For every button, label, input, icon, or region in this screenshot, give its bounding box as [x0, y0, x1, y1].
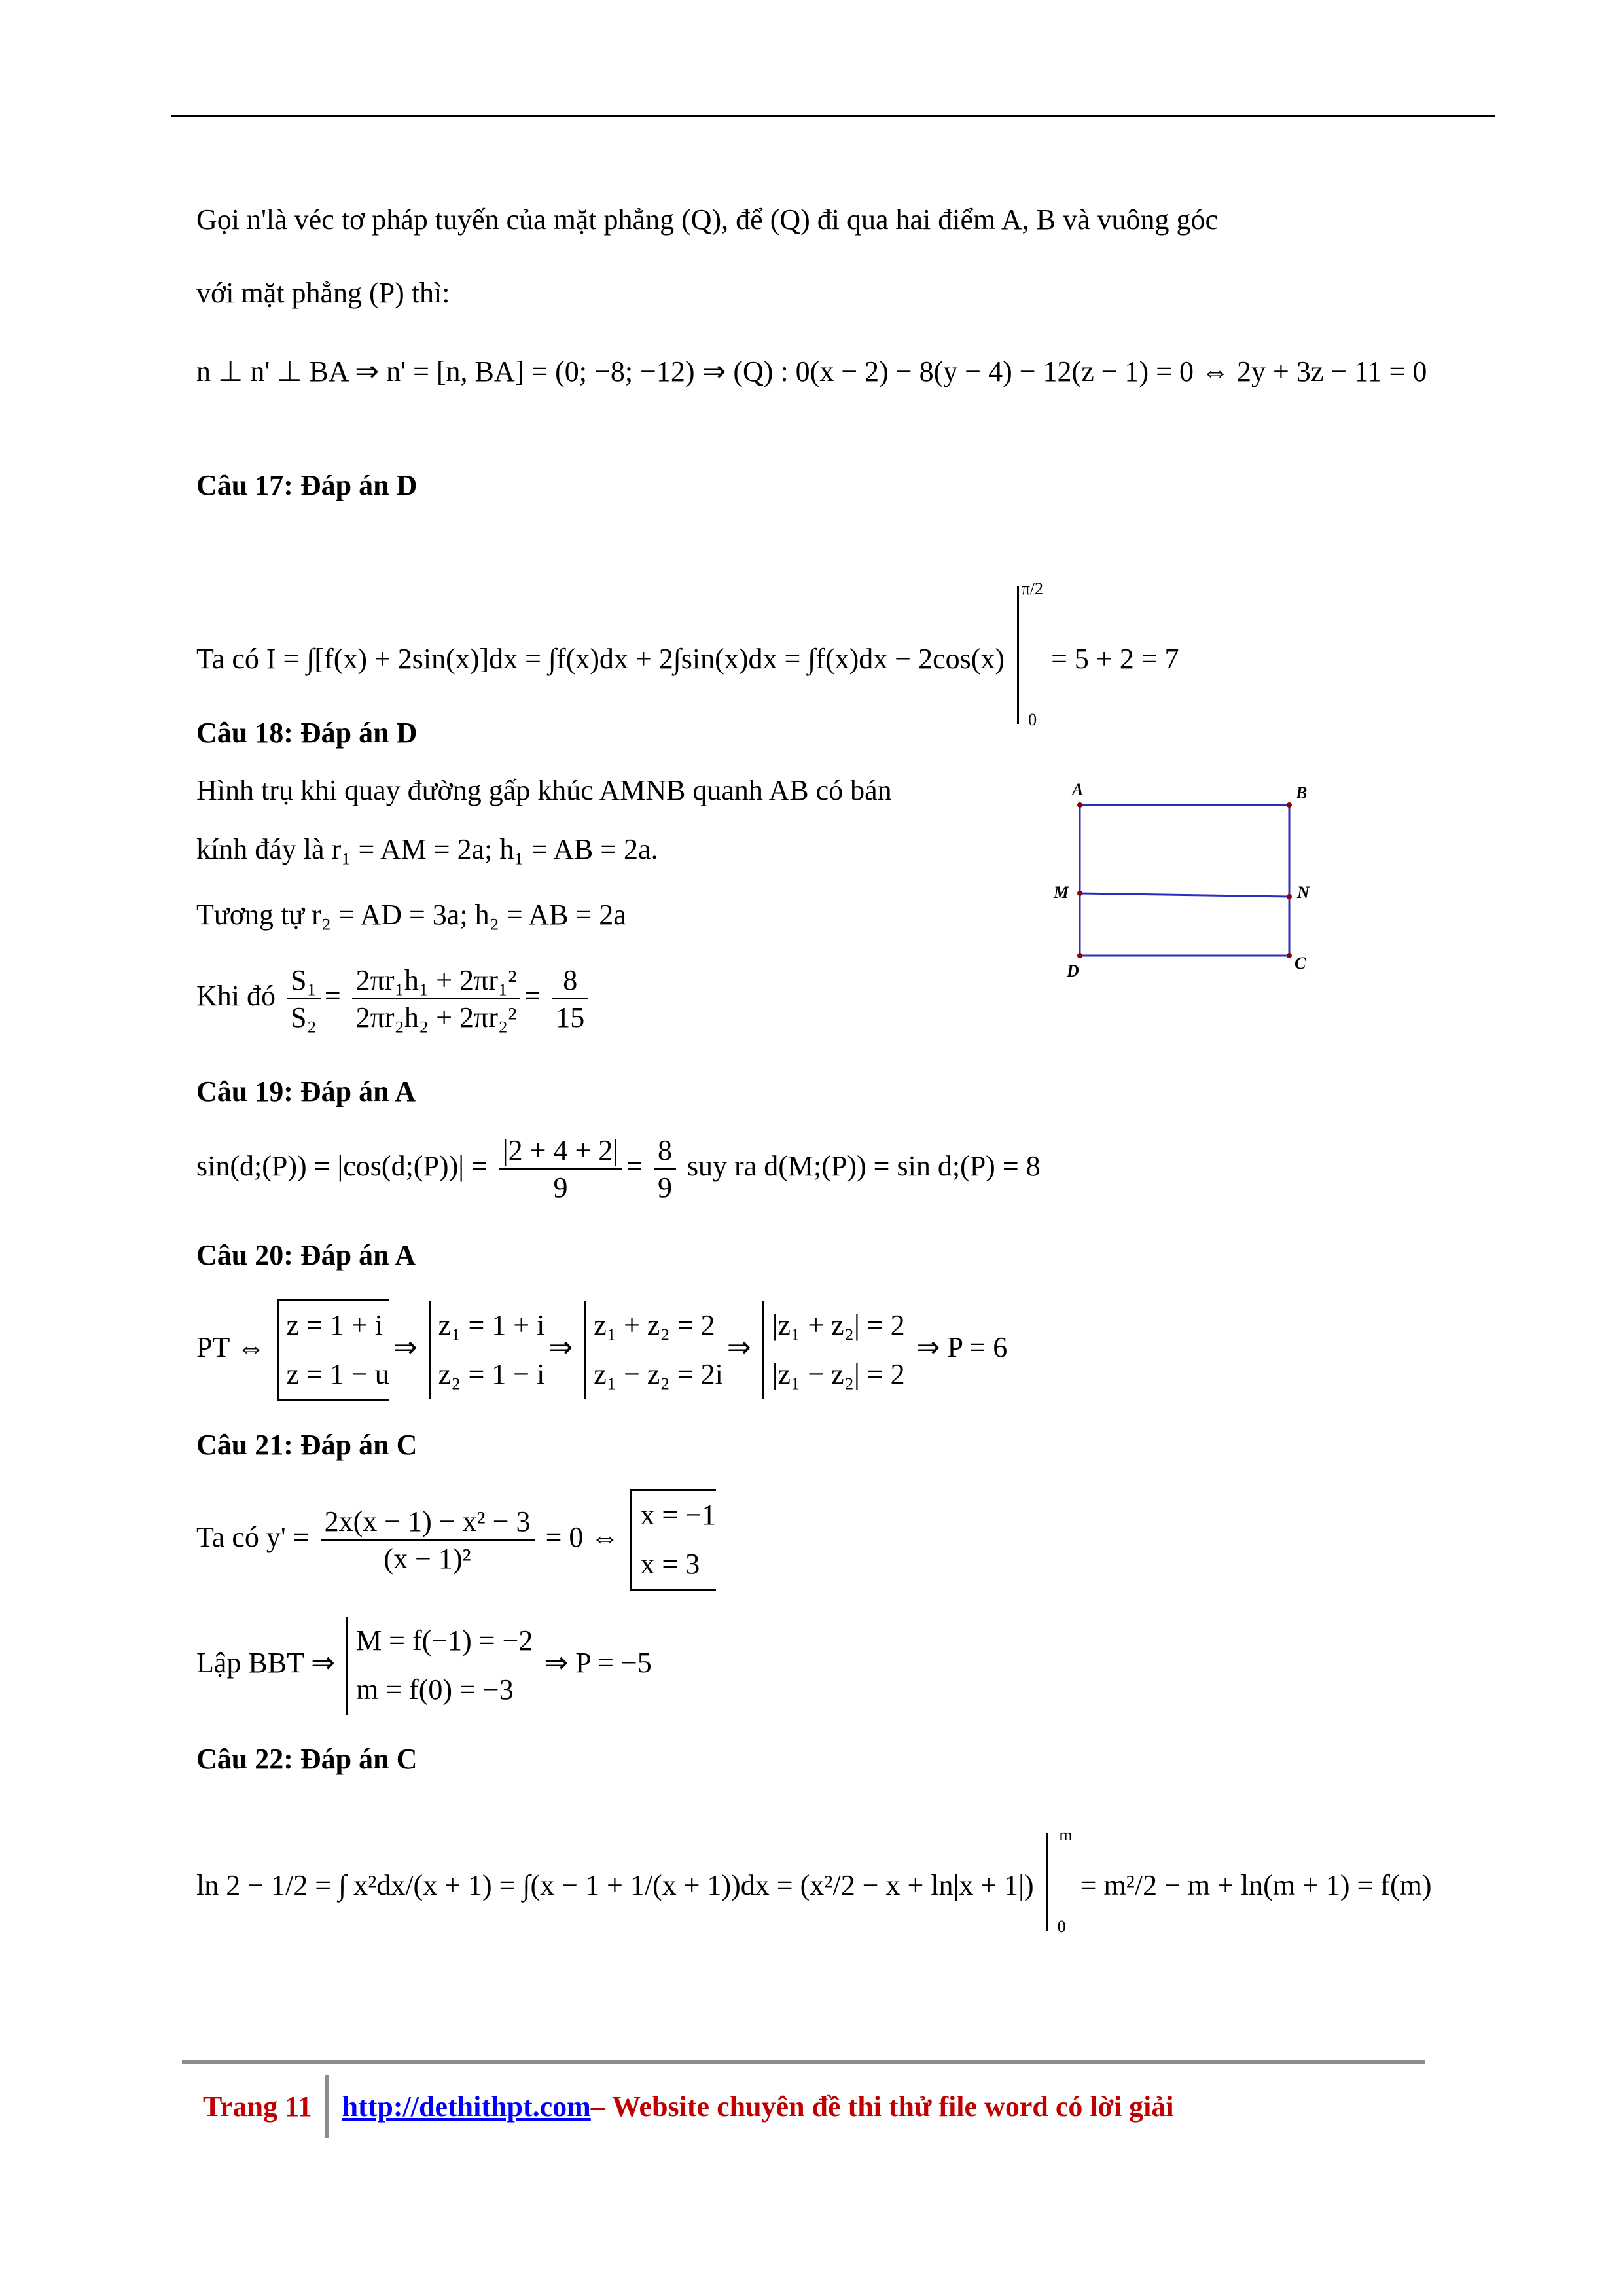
page-number: Trang 11	[203, 2090, 312, 2123]
q21-extrema	[346, 1617, 533, 1715]
q19-frac2-num: 8	[654, 1132, 676, 1170]
website-link[interactable]: http://dethithpt.com	[342, 2090, 591, 2123]
q21-heading: Câu 21: Đáp án C	[196, 1429, 418, 1461]
q20-system-4	[762, 1301, 905, 1399]
q19-body: sin(d;(P)) = |cos(d;(P))| = $\frac{|2 + 4 + 2|}{9}$ = $\frac{8}{9}$ suy ra d(M;(P)) = sin d;(P) = 8	[196, 1132, 1041, 1206]
intro-line-3: n ⊥ n' ⊥ BA ⇒ n' = [n, BA] = (0; −8; −12) ⇒ (Q) : 0(x − 2) − 8(y − 4) − 12(z − 1) = 0 ⇔ 2y + 3z − 11 = 0	[196, 355, 1427, 387]
q18-fraction-ratio	[287, 962, 321, 1035]
q20-system-1	[277, 1299, 389, 1401]
q21-result: ⇒ P = −5	[544, 1646, 652, 1679]
q22-heading: Câu 22: Đáp án C	[196, 1743, 418, 1775]
header-rule	[171, 115, 1495, 117]
q18-frac1-num: S₁	[287, 962, 321, 999]
q22-body	[196, 1825, 1432, 1937]
q18-line-2: kính đáy là r₁ = AM = 2a; h₁ = AB = 2a.	[196, 833, 658, 865]
q18-frac2-den: 2πr₂h₂ + 2πr₂²	[355, 1001, 517, 1033]
q19-left: sin(d;(P)) = |cos(d;(P))| =	[196, 1150, 488, 1183]
q18-fraction-result	[552, 962, 588, 1035]
q20-sys4-row2: |z₁ − z₂| = 2	[772, 1357, 905, 1390]
q21-min: m = f(0) = −3	[356, 1673, 514, 1706]
point-b	[1287, 802, 1292, 808]
q19-right: suy ra d(M;(P)) = sin d;(P) = 8	[687, 1150, 1041, 1183]
q20-sys1-row2: z = 1 − u	[286, 1357, 389, 1390]
q20-sys2-row1: z₁ = 1 + i	[438, 1309, 545, 1341]
q17-formula: Ta có I = ∫[f(x) + 2sin(x)]dx = ∫f(x)dx + 2∫sin(x)dx = ∫f(x)dx − 2cos(x)	[196, 643, 1005, 675]
q21-mid: = 0 ⇔	[545, 1520, 620, 1553]
q21-prefix: Ta có y' =	[196, 1520, 310, 1553]
q21-max: M = f(−1) = −2	[356, 1624, 533, 1657]
q22-formula: ln 2 − 1/2 = ∫ x²dx/(x + 1) = ∫(x − 1 + 1/(x + 1))dx = (x²/2 − x + ln|x + 1|)	[196, 1869, 1034, 1902]
q17-eval-bar	[1017, 579, 1044, 729]
q20-sys2-row2: z₂ = 1 − i	[438, 1357, 545, 1390]
q17-limit-bottom: 0	[1028, 709, 1037, 729]
q17-body	[196, 579, 1179, 730]
segment-mn	[1080, 893, 1289, 897]
rectangle-figure	[1027, 772, 1368, 982]
q20-system-2	[429, 1301, 545, 1399]
point-d	[1077, 953, 1082, 958]
q18-line-3: Tương tự r₂ = AD = 3a; h₂ = AB = 2a	[196, 899, 626, 931]
q20-sys3-row1: z₁ + z₂ = 2	[594, 1309, 715, 1341]
footer-tagline: – Website chuyên đề thi thử file word có lời giải	[590, 2090, 1174, 2123]
q19-frac2-den: 9	[657, 1172, 672, 1204]
q18-frac2-num: 2πr₁h₁ + 2πr₁²	[352, 962, 521, 999]
footer-separator	[325, 2075, 329, 2138]
q18-line-4: Khi đó $\frac{\text{S₁}}{\text{S₂}}$ = $\frac{\text{2πr₁h₁ + 2πr₁²}}{\text{2πr₂h₂ + 2πr₂²}}$ = $\frac{8}{15}$	[196, 962, 592, 1035]
q20-result: ⇒ P = 6	[916, 1331, 1008, 1363]
q18-frac3-num: 8	[552, 962, 588, 999]
q20-prefix: PT ⇔	[196, 1331, 266, 1363]
q21-bbt	[196, 1617, 652, 1715]
footer-rule	[182, 2060, 1425, 2064]
q19-heading: Câu 19: Đáp án A	[196, 1075, 416, 1107]
q21-frac-den: (x − 1)²	[383, 1542, 471, 1575]
label-b: B	[1296, 783, 1308, 802]
q18-prefix: Khi đó	[196, 980, 276, 1013]
point-m	[1077, 891, 1082, 896]
q21-root2: x = 3	[640, 1547, 700, 1580]
point-c	[1287, 953, 1292, 958]
q22-limit-bottom: 0	[1057, 1916, 1066, 1936]
q18-fraction-formula	[352, 962, 521, 1035]
label-c: C	[1294, 954, 1306, 973]
q21-roots	[630, 1489, 716, 1591]
point-n	[1287, 894, 1292, 899]
q17-heading: Câu 17: Đáp án D	[196, 469, 418, 501]
q21-bbt-prefix: Lập BBT ⇒	[196, 1646, 336, 1679]
rectangle-abcd	[1080, 805, 1289, 956]
q18-frac3-den: 15	[556, 1001, 585, 1033]
label-m: M	[1054, 883, 1069, 902]
q20-sys4-row1: |z₁ + z₂| = 2	[772, 1309, 905, 1341]
q19-fraction-2	[654, 1132, 676, 1206]
q17-result: = 5 + 2 = 7	[1051, 643, 1179, 675]
q20-sys3-row2: z₁ − z₂ = 2i	[594, 1357, 723, 1390]
q22-eval-bar	[1046, 1825, 1073, 1936]
page-footer	[203, 2075, 1174, 2138]
q17-limit-top: π/2	[1021, 579, 1044, 598]
q20-system-3	[584, 1301, 723, 1399]
intro-line-2: với mặt phẳng (P) thì:	[196, 277, 450, 309]
q21-fraction	[321, 1503, 535, 1577]
q21-root1: x = −1	[640, 1499, 717, 1531]
q19-frac1-den: 9	[553, 1172, 568, 1204]
q20-heading: Câu 20: Đáp án A	[196, 1239, 416, 1271]
q22-result: = m²/2 − m + ln(m + 1) = f(m)	[1080, 1869, 1432, 1902]
intro-line-1: Gọi n'là véc tơ pháp tuyến của mặt phẳng (Q), để (Q) đi qua hai điểm A, B và vuông góc	[196, 204, 1219, 236]
q20-body: PT ⇔ z = 1 + i z = 1 − u ⇒ z₁ = 1 + i z₂ = 1 − i ⇒ z₁ + z₂ = 2 z₁ − z₂ = 2i ⇒ |z₁ + z₂| = 2 |z₁ − z₂| = 2 ⇒ P = 6	[196, 1299, 1007, 1401]
q21-frac-num: 2x(x − 1) − x² − 3	[321, 1503, 535, 1541]
q18-line-1: Hình trụ khi quay đường gấp khúc AMNB quanh AB có bán	[196, 774, 892, 806]
q19-fraction-1	[499, 1132, 622, 1206]
q19-frac1-num: |2 + 4 + 2|	[499, 1132, 622, 1170]
label-a: A	[1072, 780, 1084, 799]
q18-heading: Câu 18: Đáp án D	[196, 717, 418, 749]
point-a	[1077, 802, 1082, 808]
q21-derivative	[196, 1489, 720, 1591]
q22-limit-top: m	[1059, 1825, 1073, 1844]
label-n: N	[1297, 883, 1310, 902]
label-d: D	[1067, 961, 1079, 980]
q18-frac1-den: S₂	[291, 1001, 317, 1033]
q20-sys1-row1: z = 1 + i	[286, 1309, 383, 1341]
